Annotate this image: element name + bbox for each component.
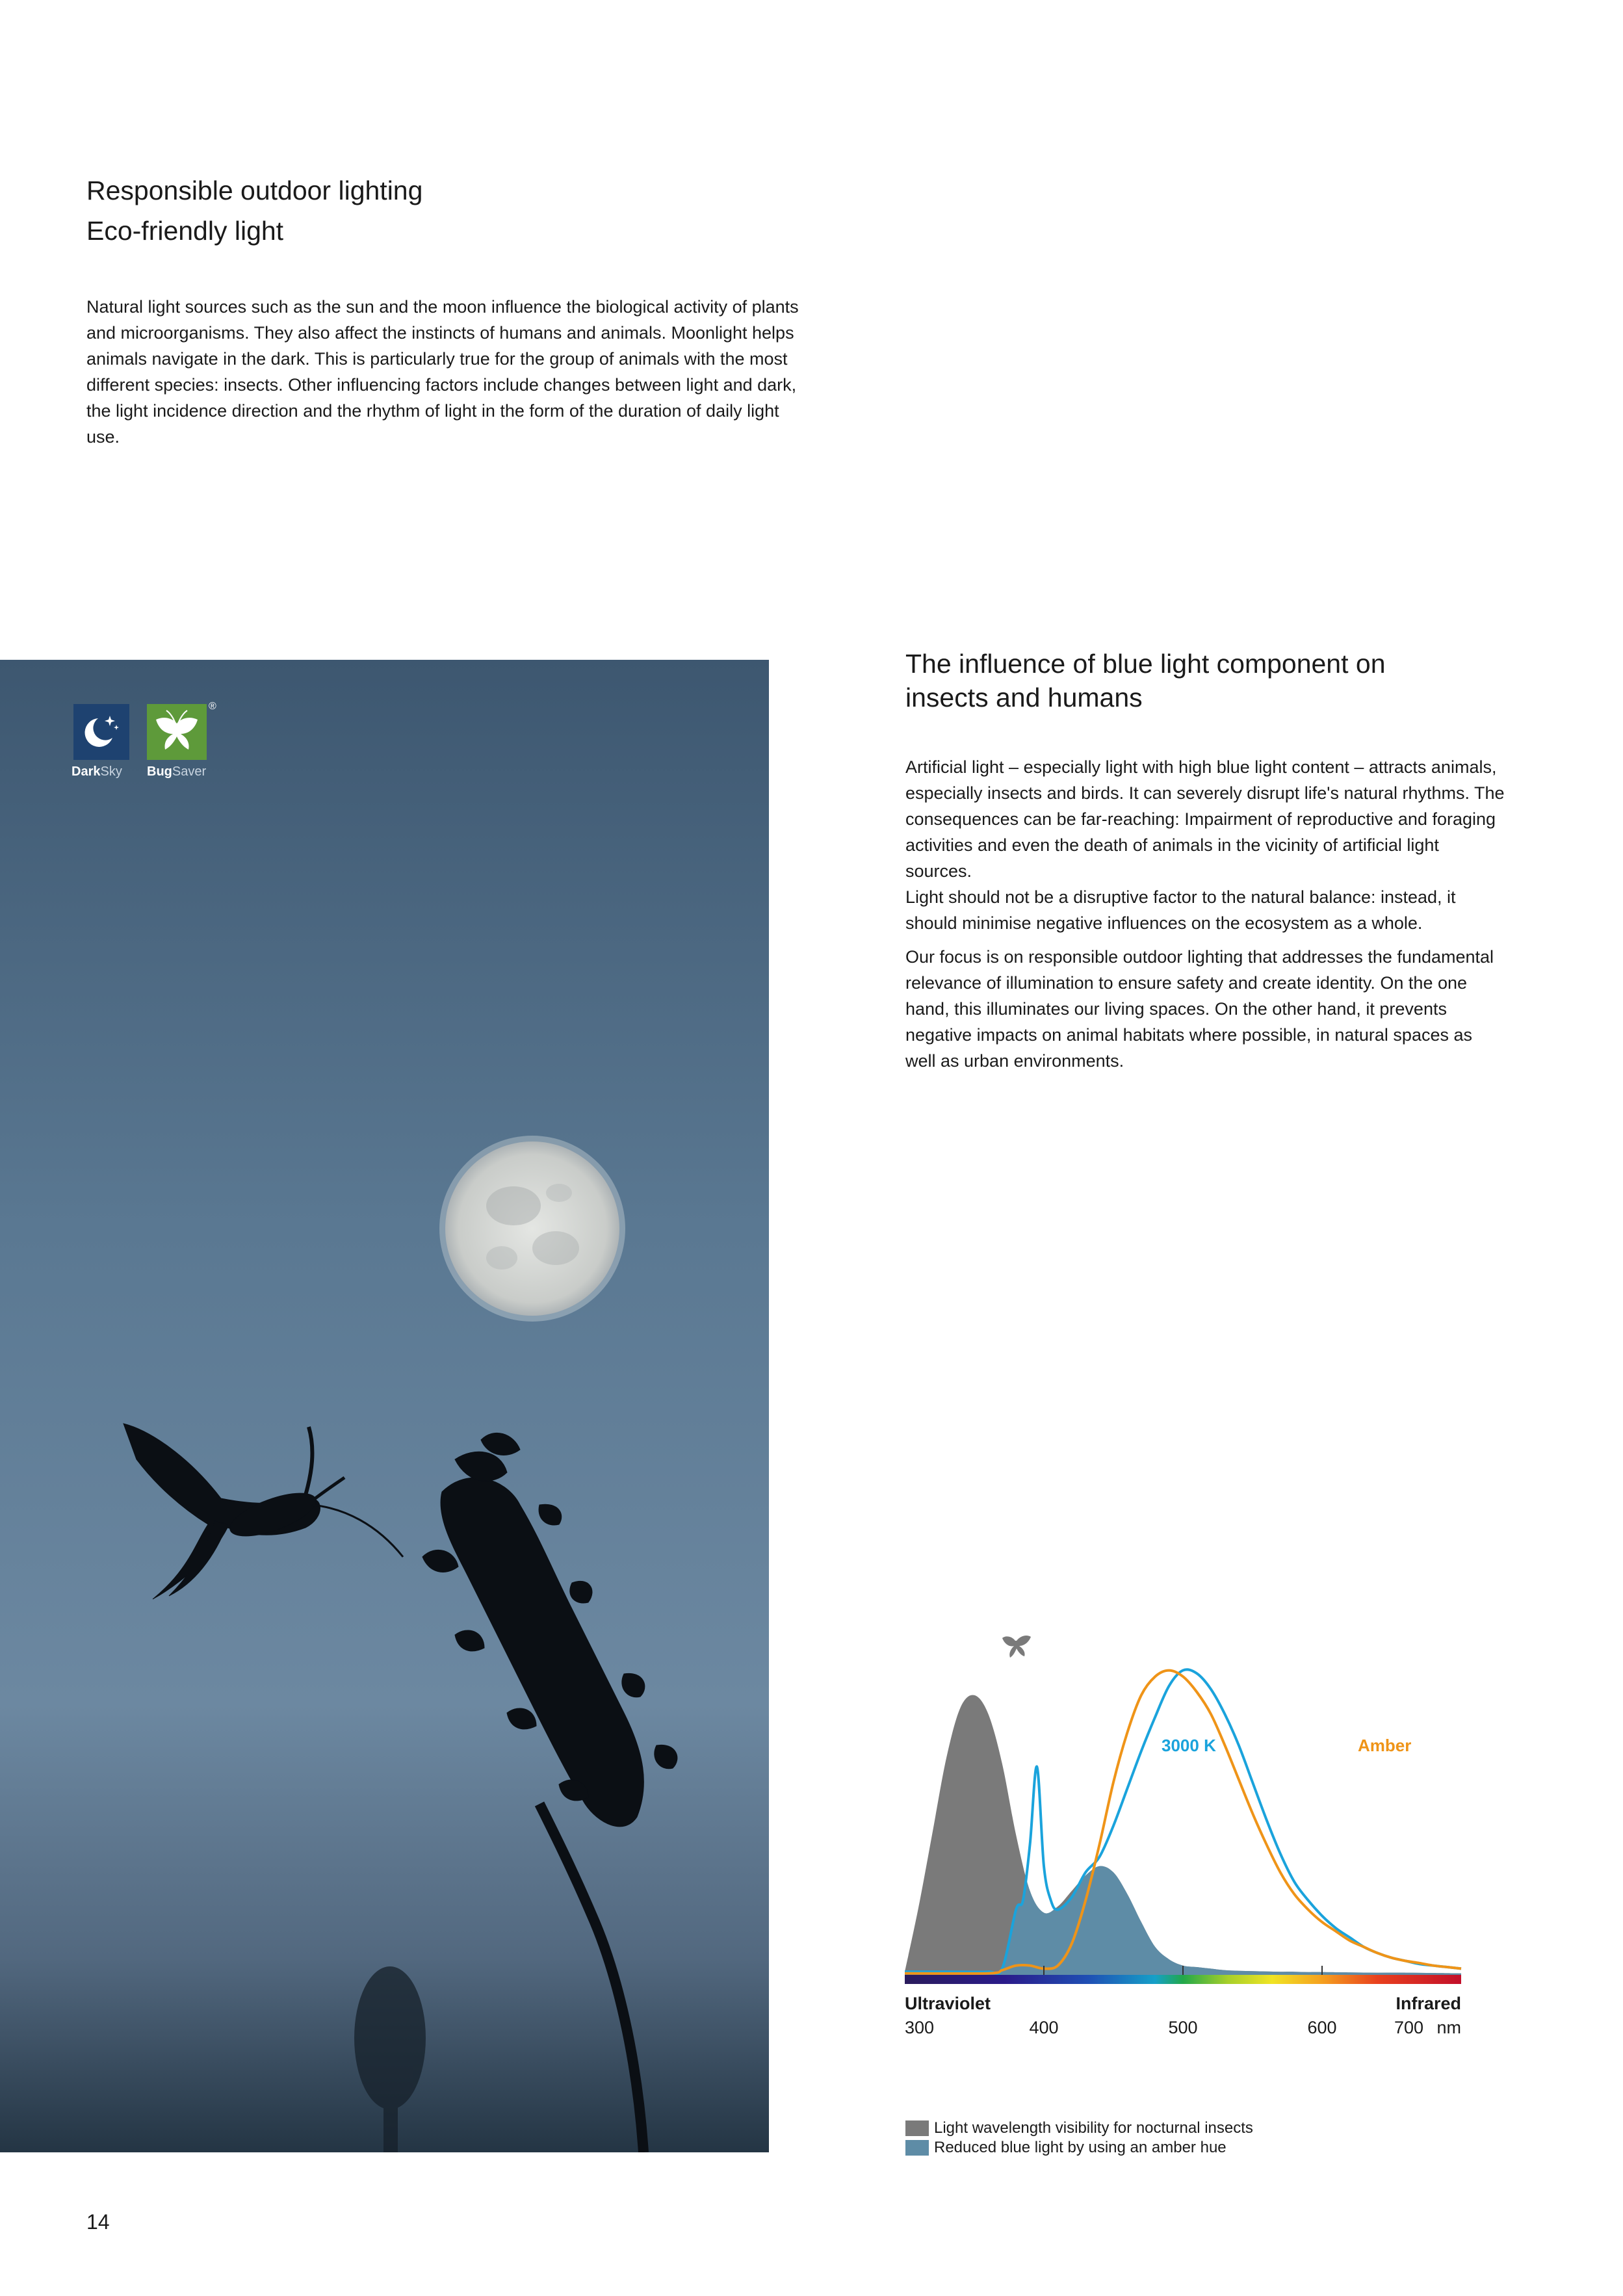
axis-right-label: Infrared bbox=[1396, 1994, 1461, 2013]
spectrum-chart bbox=[903, 1612, 1462, 2054]
x-tick-label-500: 500 bbox=[1168, 2018, 1198, 2037]
x-tick-label-400: 400 bbox=[1029, 2018, 1059, 2037]
x-tick-label-300: 300 bbox=[905, 2018, 935, 2037]
bugsaver-label-bold: Bug bbox=[147, 764, 172, 779]
intro-paragraph: Natural light sources such as the sun and the moon influence the biological activity of plants and microorganisms. They also affect the instincts of humans and animals. Moonlight helps animals navigate in the dark. This is particularly true for the group of animals with the most different species: insects. Other influencing factors include changes between light and dark, the light incidence direction and the rhythm of light in the form of the duration of daily light use. bbox=[86, 297, 799, 447]
x-tick-labels bbox=[905, 2018, 1423, 2037]
section-body bbox=[905, 754, 1507, 1082]
label-3000k: 3000 K bbox=[1162, 1736, 1216, 1755]
section-title-line1: The influence of blue light component on bbox=[905, 649, 1386, 679]
axis-unit: nm bbox=[1436, 2018, 1461, 2037]
moon-stars-icon bbox=[73, 704, 129, 760]
moth-icon bbox=[147, 704, 207, 760]
darksky-label bbox=[71, 764, 122, 779]
page-title-line2: Eco-friendly light bbox=[86, 216, 284, 246]
section-paragraph-1: Artificial light – especially light with high blue light content – attracts animals, especially insects and birds. It can severely disrupt life's natural rhythms. The consequences can be far-reaching: Impairment of reproductive and foraging activities and even the death of animals in the vicinity of artificial light sources. bbox=[905, 757, 1505, 881]
moth-marker-icon bbox=[1002, 1636, 1031, 1658]
spectrum-bar bbox=[905, 1975, 1461, 1984]
section-title-line2: insects and humans bbox=[905, 683, 1143, 712]
section-paragraph-2: Light should not be a disruptive factor to the natural balance: instead, it should minimise negative influences on the ecosystem as a whole. bbox=[905, 887, 1456, 933]
bugsaver-label-light: Saver bbox=[172, 764, 207, 779]
legend-swatch-amber bbox=[905, 2140, 929, 2156]
x-tick-label-700: 700 bbox=[1394, 2018, 1423, 2037]
registered-mark: ® bbox=[209, 701, 216, 712]
page-title bbox=[86, 170, 422, 251]
page-title-line1: Responsible outdoor lighting bbox=[86, 176, 423, 205]
moon-moth-photo bbox=[0, 660, 769, 2152]
legend-swatch-insects bbox=[905, 2120, 929, 2136]
axis-left-label: Ultraviolet bbox=[905, 1994, 991, 2013]
bugsaver-logo bbox=[147, 704, 207, 760]
legend-label-insects: Light wavelength visibility for nocturnal insects bbox=[934, 2119, 1253, 2137]
moon bbox=[439, 1136, 625, 1322]
darksky-label-light: Sky bbox=[100, 764, 122, 779]
darksky-label-bold: Dark bbox=[71, 764, 101, 779]
x-tick-label-600: 600 bbox=[1307, 2018, 1337, 2037]
page-number: 14 bbox=[86, 2210, 110, 2234]
section-title bbox=[905, 647, 1386, 714]
label-amber: Amber bbox=[1358, 1736, 1412, 1755]
bugsaver-label bbox=[147, 764, 206, 779]
legend-label-amber: Reduced blue light by using an amber hue bbox=[934, 2139, 1227, 2156]
section-paragraph-3: Our focus is on responsible outdoor lighting that addresses the fundamental relevance of illumination to ensure safety and create identity. On the one hand, this illuminates our living spaces. On the other hand, it prevents negative impacts on animal habitats where possible, in natural spaces as well as urban environments. bbox=[905, 947, 1494, 1071]
darksky-logo bbox=[73, 704, 129, 760]
